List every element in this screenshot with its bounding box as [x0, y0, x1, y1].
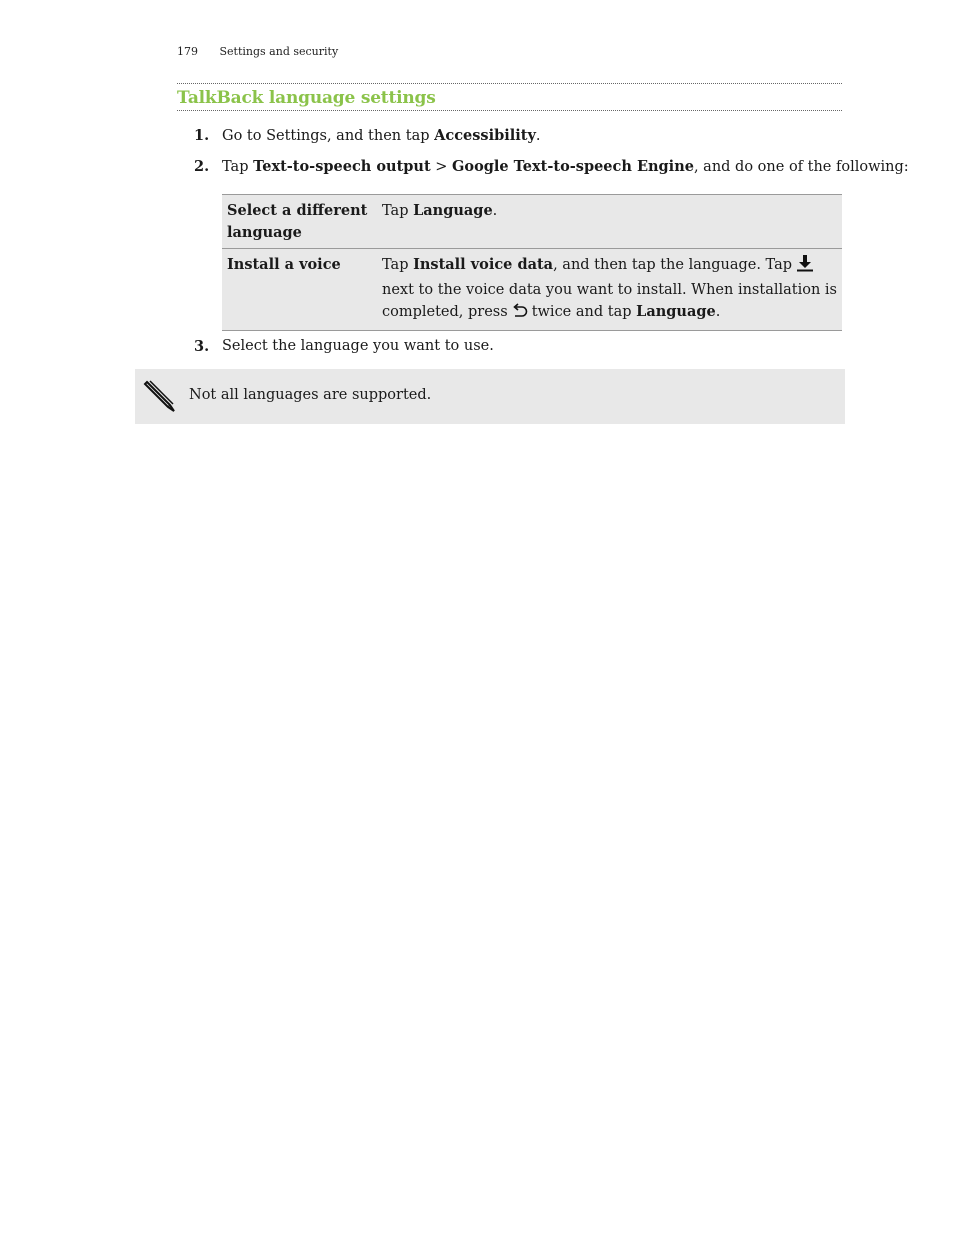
step-text: Select the language you want to use. — [222, 338, 494, 354]
description-cell: Tap Language. — [382, 202, 498, 219]
table-row — [222, 249, 842, 331]
title-rule-top — [177, 83, 842, 84]
back-icon — [511, 303, 529, 326]
option-cell: Install a voice — [227, 256, 341, 273]
table-row — [222, 195, 842, 249]
accessibility-label: Accessibility — [434, 127, 536, 144]
step-number: 3. — [194, 338, 210, 355]
title-rule-bottom — [177, 110, 842, 111]
step-number: 2. — [194, 158, 210, 175]
pencil-icon — [143, 379, 177, 417]
step-number: 1. — [194, 127, 210, 144]
google-tts-label: Google Text-to-speech Engine — [452, 158, 694, 175]
description-cell: Tap Install voice data, and then tap the language. Tapnext to the voice data you want to install. When installation is completed, press twice and tap Language. — [377, 249, 842, 331]
options-table — [222, 194, 842, 331]
page-number: 179 — [177, 45, 198, 58]
tts-output-label: Text-to-speech output — [253, 158, 431, 175]
section-name: Settings and security — [219, 45, 339, 58]
note-text: Not all languages are supported. — [189, 387, 432, 403]
note-box — [135, 369, 845, 424]
step-text: Go to Settings, and then tap Accessibility. — [222, 127, 541, 144]
download-icon — [795, 254, 815, 279]
section-title: TalkBack language settings — [177, 88, 436, 108]
page-header — [177, 45, 338, 58]
option-cell: Select a different language — [227, 202, 368, 241]
step-text: Tap Text-to-speech output > Google Text-to-speech Engine, and do one of the following: — [222, 158, 909, 175]
